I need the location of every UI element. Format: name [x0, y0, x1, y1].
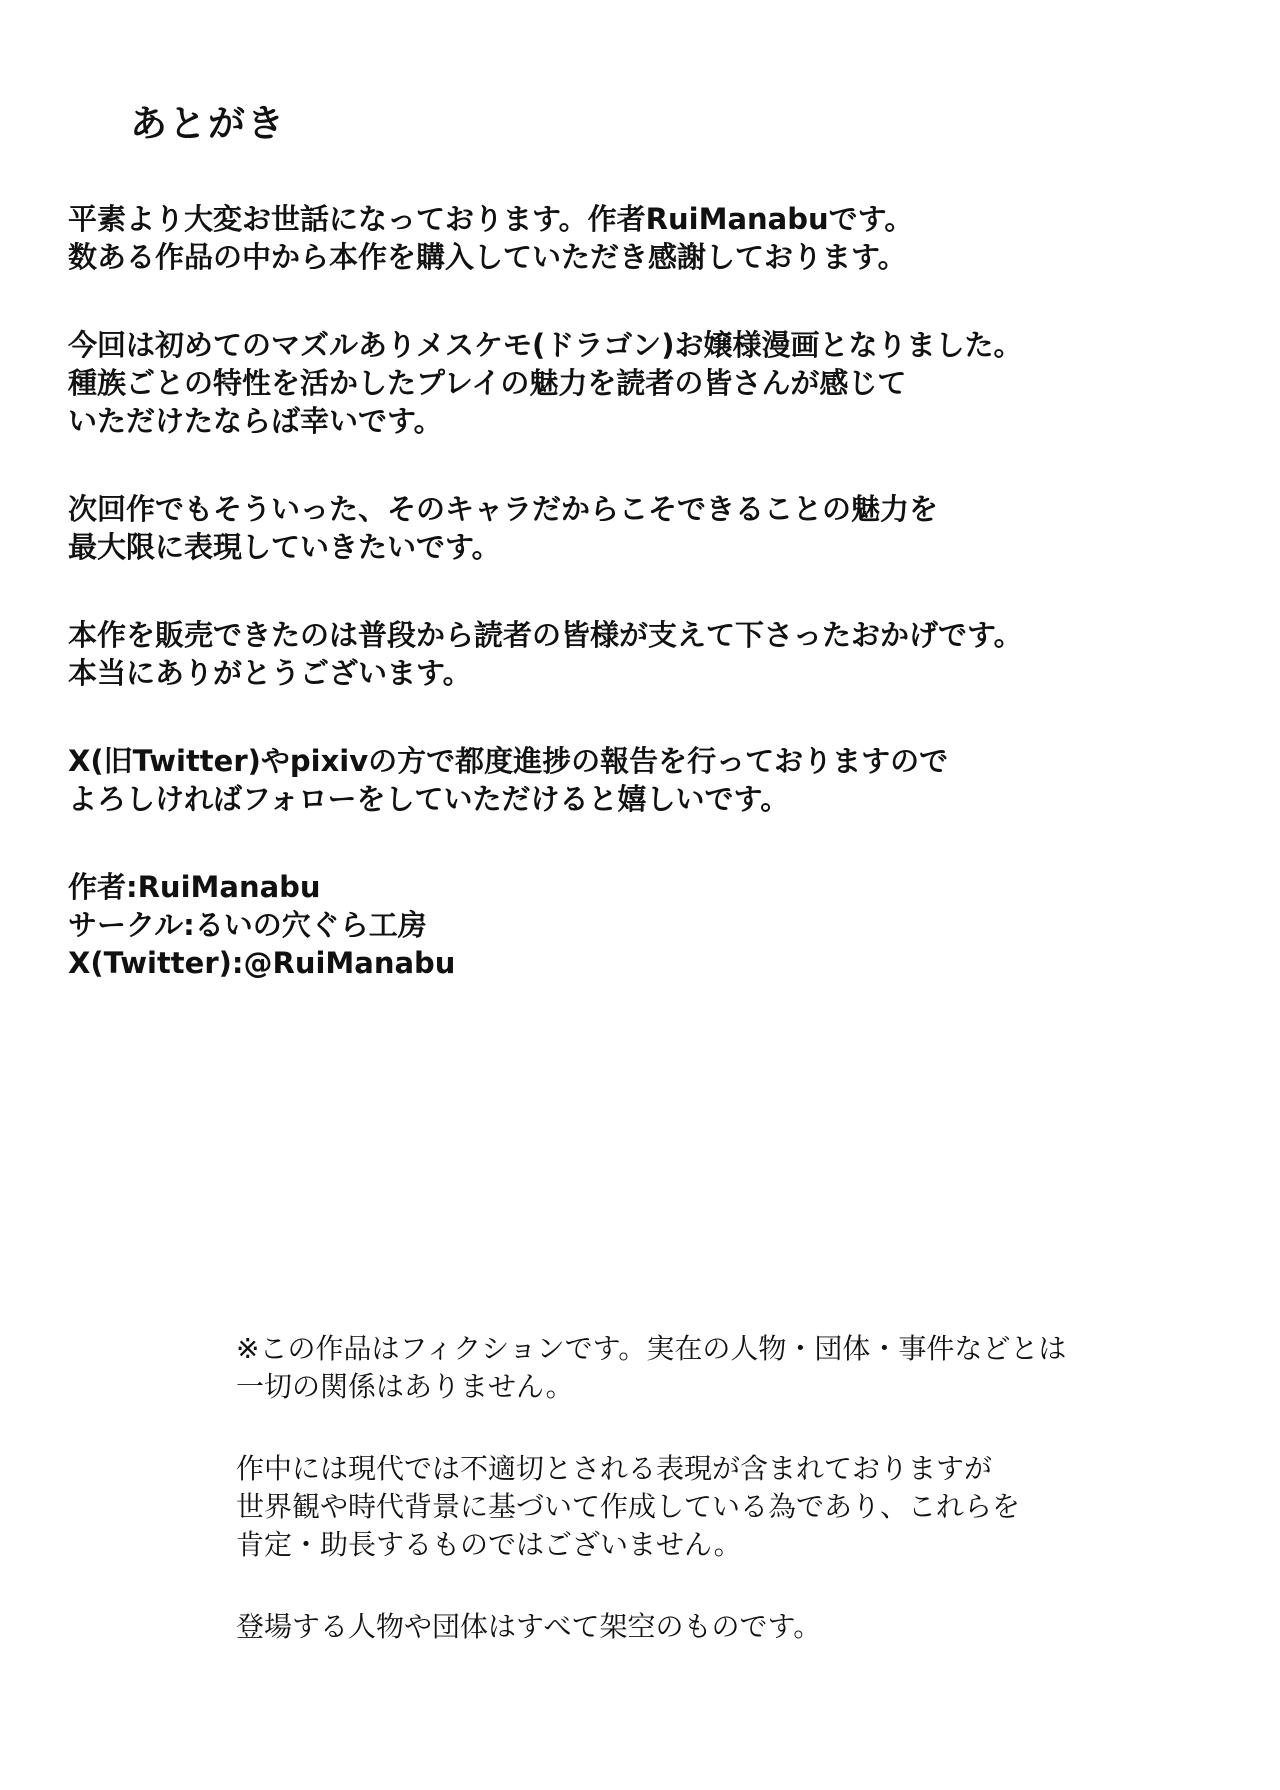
- disclaimer-notice: [236, 1330, 1236, 1690]
- afterword-paragraph-about-work: [68, 326, 1248, 440]
- text-line: 最大限に表現していきたいです。: [68, 530, 501, 564]
- disclaimer-paragraph-fiction: [236, 1330, 1236, 1406]
- text-line: X(旧Twitter)やpixivの方で都度進捗の報告を行っておりますので: [68, 744, 949, 778]
- afterword-paragraph-follow: [68, 742, 1248, 818]
- afterword-paragraph-thanks: [68, 616, 1248, 692]
- text-line: 登場する人物や団体はすべて架空のものです。: [236, 1610, 822, 1643]
- text-line: 平素より大変お世話になっております。作者RuiManabuです。: [68, 202, 914, 236]
- text-line: ※この作品はフィクションです。実在の人物・団体・事件などとは: [236, 1332, 1067, 1365]
- disclaimer-paragraph-fictional: [236, 1608, 1236, 1646]
- afterword-paragraph-next-work: [68, 490, 1248, 566]
- credit-twitter: X(Twitter):@RuiManabu: [68, 946, 456, 980]
- credit-circle: サークル:るいの穴ぐら工房: [68, 908, 427, 942]
- text-line: 世界観や時代背景に基づいて作成している為であり、これらを: [236, 1490, 1021, 1523]
- text-line: 肯定・助長するものではございません。: [236, 1528, 742, 1561]
- credit-author: 作者:RuiManabu: [68, 870, 321, 904]
- text-line: 数ある作品の中から本作を購入していただき感謝しております。: [68, 240, 907, 274]
- page-title: あとがき: [130, 101, 286, 145]
- text-line: 種族ごとの特性を活かしたプレイの魅力を読者の皆さんが感じて: [68, 366, 907, 400]
- disclaimer-paragraph-expressions: [236, 1450, 1236, 1564]
- text-line: 本当にありがとうございます。: [68, 656, 472, 690]
- text-line: 本作を販売できたのは普段から読者の皆様が支えて下さったおかげです。: [68, 618, 1023, 652]
- afterword-paragraph-greeting: [68, 200, 1248, 276]
- text-line: 作中には現代では不適切とされる表現が含まれておりますが: [236, 1452, 993, 1485]
- credits-block: [68, 868, 1248, 982]
- afterword-body: [68, 200, 1248, 982]
- text-line: よろしければフォローをしていただけると嬉しいです。: [68, 782, 790, 816]
- text-line: 次回作でもそういった、そのキャラだからこそできることの魅力を: [68, 492, 939, 526]
- text-line: 一切の関係はありません。: [236, 1370, 574, 1403]
- text-line: いただけたならば幸いです。: [68, 404, 443, 438]
- text-line: 今回は初めてのマズルありメスケモ(ドラゴン)お嬢様漫画となりました。: [68, 328, 1023, 362]
